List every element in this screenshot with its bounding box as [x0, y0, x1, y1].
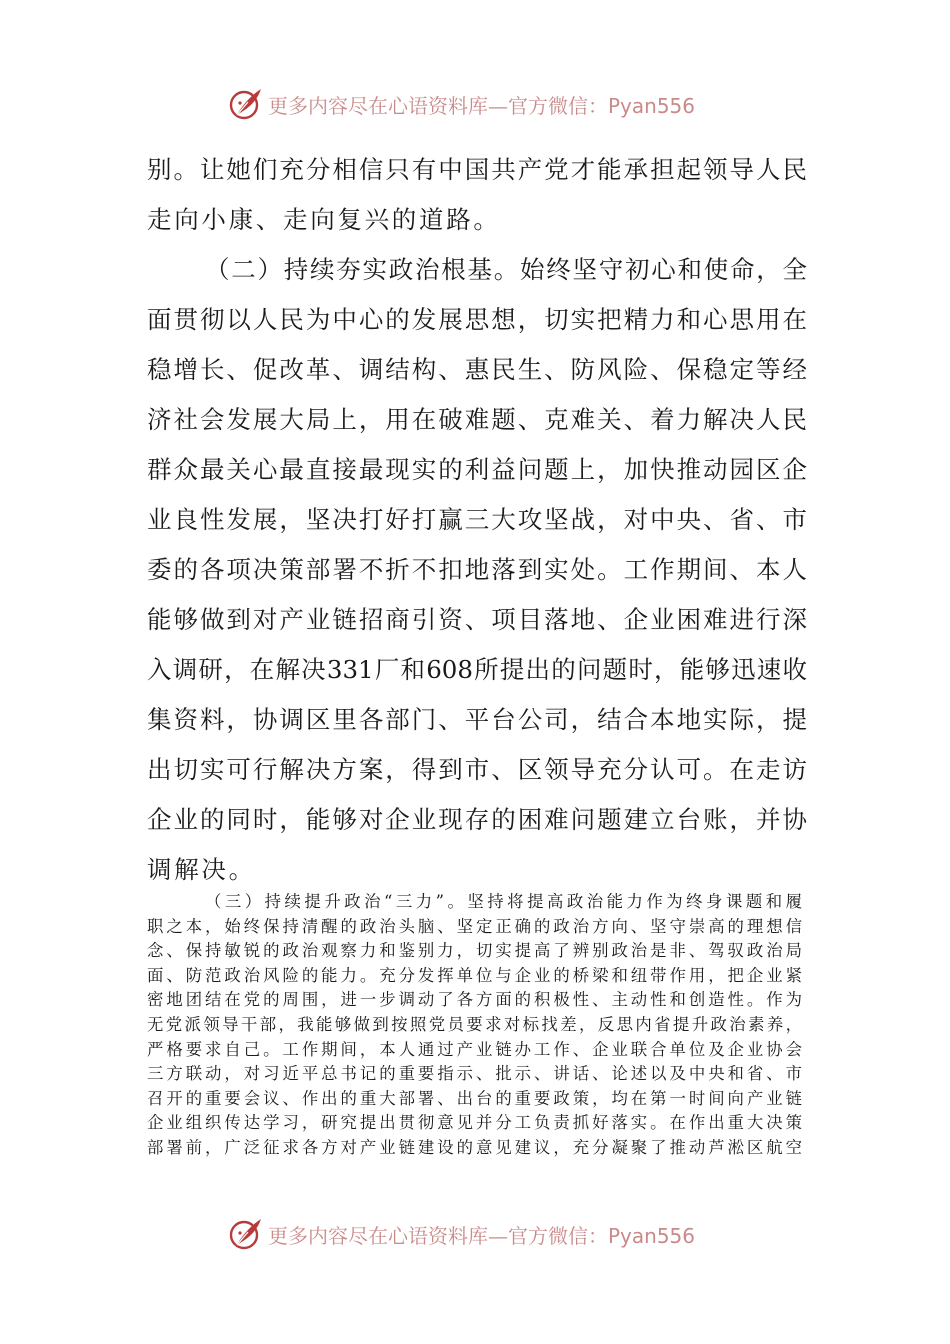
paragraph-line: 念、保持敏锐的政治观察力和鉴别力，切实提高了辨别政治是非、驾驭政治局	[147, 941, 802, 961]
paragraph-line: 出切实可行解决方案，得到市、区领导充分认可。在走访	[147, 755, 807, 784]
body-text-small	[147, 890, 802, 1161]
paragraph-line: 济社会发展大局上，用在破难题、克难关、着力解决人民	[147, 405, 807, 434]
quill-logo-icon	[228, 86, 264, 122]
paragraph-line: 面、防范政治风险的能力。充分发挥单位与企业的桥梁和纽带作用，把企业紧	[147, 965, 802, 985]
paragraph-line: 召开的重要会议、作出的重大部署、出台的重要政策，均在第一时间向产业链	[147, 1088, 802, 1108]
paragraph-line: 业良性发展，坚决打好打赢三大攻坚战，对中央、省、市	[147, 505, 807, 534]
paragraph-line: 调解决。	[147, 855, 256, 884]
body-text-large	[147, 145, 807, 895]
paragraph-line: 能够做到对产业链招商引资、项目落地、企业困难进行深	[147, 605, 807, 634]
paragraph-line: 企业的同时，能够对企业现存的困难问题建立台账，并协	[147, 805, 807, 834]
paragraph-line: 走向小康、走向复兴的道路。	[147, 205, 501, 234]
paragraph-line: 群众最关心最直接最现实的利益问题上，加快推动园区企	[147, 455, 807, 484]
footer-banner	[0, 1208, 950, 1258]
header-banner	[0, 78, 950, 128]
banner-text: 更多内容尽在心语资料库—官方微信：Pyan556	[268, 1223, 696, 1248]
quill-logo-icon	[228, 1216, 264, 1252]
paragraph-line: 集资料，协调区里各部门、平台公司，结合本地实际，提	[147, 705, 807, 734]
paragraph-line: 无党派领导干部，我能够做到按照党员要求对标找差，反思内省提升政治素养，	[147, 1014, 802, 1034]
section-heading-line: （三）持续提升政治“三力”。坚持将提高政治能力作为终身课题和履	[205, 892, 802, 911]
paragraph-line: 职之本，始终保持清醒的政治头脑、坚定正确的政治方向、坚守崇高的理想信	[147, 916, 802, 936]
paragraph-line: 别。让她们充分相信只有中国共产党才能承担起领导人民	[147, 155, 807, 184]
paragraph-line: 严格要求自己。工作期间，本人通过产业链办工作、企业联合单位及企业协会	[147, 1039, 802, 1059]
paragraph-line: 部署前，广泛征求各方对产业链建设的意见建议，充分凝聚了推动芦淞区航空	[147, 1137, 802, 1157]
paragraph-line: 密地团结在党的周围，进一步调动了各方面的积极性、主动性和创造性。作为	[147, 990, 802, 1010]
paragraph-line: 三方联动，对习近平总书记的重要指示、批示、讲话、论述以及中央和省、市	[147, 1064, 802, 1084]
paragraph-line: 委的各项决策部署不折不扣地落到实处。工作期间、本人	[147, 555, 807, 584]
section-heading-line: （二）持续夯实政治根基。始终坚守初心和使命，全	[205, 255, 807, 284]
paragraph-line: 稳增长、促改革、调结构、惠民生、防风险、保稳定等经	[147, 355, 807, 384]
paragraph-line: 面贯彻以人民为中心的发展思想，切实把精力和心思用在	[147, 305, 807, 334]
banner-text: 更多内容尽在心语资料库—官方微信：Pyan556	[268, 93, 696, 118]
paragraph-line: 企业组织传达学习，研究提出贯彻意见并分工负责抓好落实。在作出重大决策	[147, 1113, 802, 1133]
paragraph-line: 入调研，在解决331厂和608所提出的问题时，能够迅速收	[147, 655, 807, 684]
